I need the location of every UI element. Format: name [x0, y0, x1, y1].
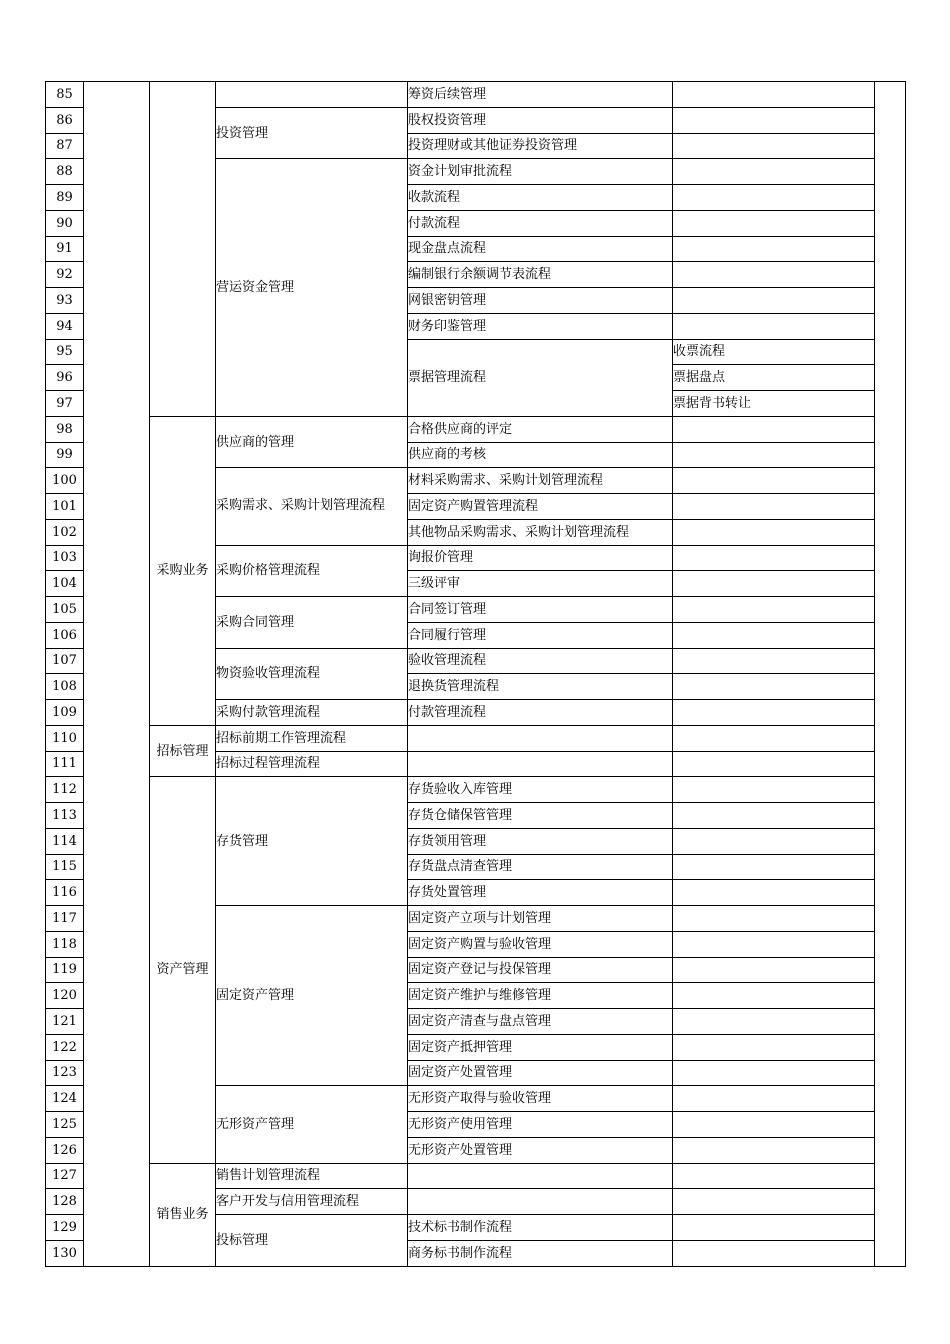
process-cell: 招标前期工作管理流程	[216, 725, 408, 751]
detail-cell	[673, 854, 875, 880]
subprocess-cell: 固定资产购置管理流程	[408, 494, 673, 520]
subprocess-cell: 固定资产购置与验收管理	[408, 931, 673, 957]
detail-cell	[673, 1163, 875, 1189]
subprocess-cell: 技术标书制作流程	[408, 1215, 673, 1241]
row-number: 121	[46, 1009, 84, 1035]
process-cell: 销售计划管理流程	[216, 1163, 408, 1189]
subprocess-cell: 编制银行余额调节表流程	[408, 262, 673, 288]
subprocess-cell: 网银密钥管理	[408, 288, 673, 314]
row-number: 120	[46, 983, 84, 1009]
row-number: 107	[46, 648, 84, 674]
detail-cell	[673, 906, 875, 932]
category-cell: 采购业务	[150, 416, 216, 725]
subprocess-cell: 三级评审	[408, 571, 673, 597]
row-number: 106	[46, 622, 84, 648]
detail-cell	[673, 700, 875, 726]
row-number: 92	[46, 262, 84, 288]
detail-cell	[673, 1189, 875, 1215]
detail-cell	[673, 648, 875, 674]
row-number: 86	[46, 107, 84, 133]
row-number: 102	[46, 519, 84, 545]
row-number: 114	[46, 828, 84, 854]
subprocess-cell: 供应商的考核	[408, 442, 673, 468]
subprocess-cell: 合格供应商的评定	[408, 416, 673, 442]
detail-cell	[673, 1086, 875, 1112]
detail-cell	[673, 82, 875, 108]
row-number: 105	[46, 597, 84, 623]
row-number: 103	[46, 545, 84, 571]
row-number: 124	[46, 1086, 84, 1112]
detail-cell	[673, 828, 875, 854]
detail-cell	[673, 1240, 875, 1266]
subprocess-cell: 投资理财或其他证券投资管理	[408, 133, 673, 159]
process-cell: 采购需求、采购计划管理流程	[216, 468, 408, 545]
row-number: 88	[46, 159, 84, 185]
subprocess-cell: 无形资产使用管理	[408, 1112, 673, 1138]
row-number: 98	[46, 416, 84, 442]
row-number: 104	[46, 571, 84, 597]
row-number: 109	[46, 700, 84, 726]
detail-cell	[673, 313, 875, 339]
subprocess-cell: 付款管理流程	[408, 700, 673, 726]
row-number: 89	[46, 185, 84, 211]
subprocess-cell	[408, 725, 673, 751]
detail-cell: 票据背书转让	[673, 391, 875, 417]
row-number: 108	[46, 674, 84, 700]
detail-cell	[673, 983, 875, 1009]
detail-cell	[673, 288, 875, 314]
row-number: 95	[46, 339, 84, 365]
subprocess-cell: 其他物品采购需求、采购计划管理流程	[408, 519, 673, 545]
detail-cell	[673, 236, 875, 262]
row-number: 97	[46, 391, 84, 417]
empty-cell	[875, 82, 906, 1267]
detail-cell	[673, 674, 875, 700]
detail-cell	[673, 1215, 875, 1241]
subprocess-cell: 存货领用管理	[408, 828, 673, 854]
row-number: 112	[46, 777, 84, 803]
subprocess-cell: 询报价管理	[408, 545, 673, 571]
subprocess-cell: 固定资产处置管理	[408, 1060, 673, 1086]
detail-cell	[673, 622, 875, 648]
detail-cell	[673, 416, 875, 442]
subprocess-cell: 付款流程	[408, 210, 673, 236]
subprocess-cell	[408, 751, 673, 777]
subprocess-cell: 无形资产取得与验收管理	[408, 1086, 673, 1112]
detail-cell	[673, 777, 875, 803]
process-cell: 物资验收管理流程	[216, 648, 408, 700]
row-number: 91	[46, 236, 84, 262]
detail-cell	[673, 931, 875, 957]
detail-cell	[673, 1137, 875, 1163]
subprocess-cell: 固定资产登记与投保管理	[408, 957, 673, 983]
subprocess-cell: 资金计划审批流程	[408, 159, 673, 185]
subprocess-cell: 退换货管理流程	[408, 674, 673, 700]
detail-cell	[673, 159, 875, 185]
row-number: 100	[46, 468, 84, 494]
row-number: 85	[46, 82, 84, 108]
detail-cell	[673, 1112, 875, 1138]
detail-cell	[673, 442, 875, 468]
category-cell	[150, 82, 216, 417]
subprocess-cell: 材料采购需求、采购计划管理流程	[408, 468, 673, 494]
process-cell: 存货管理	[216, 777, 408, 906]
subprocess-cell: 存货验收入库管理	[408, 777, 673, 803]
detail-cell	[673, 262, 875, 288]
row-number: 101	[46, 494, 84, 520]
subprocess-cell: 固定资产抵押管理	[408, 1034, 673, 1060]
subprocess-cell: 财务印鉴管理	[408, 313, 673, 339]
detail-cell	[673, 107, 875, 133]
detail-cell	[673, 751, 875, 777]
process-cell: 投标管理	[216, 1215, 408, 1267]
row-number: 118	[46, 931, 84, 957]
process-cell: 固定资产管理	[216, 906, 408, 1086]
detail-cell	[673, 1034, 875, 1060]
subprocess-cell: 存货仓储保管管理	[408, 803, 673, 829]
row-number: 111	[46, 751, 84, 777]
process-cell: 采购付款管理流程	[216, 700, 408, 726]
table-row	[46, 416, 906, 442]
process-cell: 采购价格管理流程	[216, 545, 408, 597]
detail-cell: 收票流程	[673, 339, 875, 365]
table-row	[46, 725, 906, 751]
detail-cell	[673, 597, 875, 623]
detail-cell	[673, 1060, 875, 1086]
subprocess-cell	[408, 1189, 673, 1215]
detail-cell	[673, 880, 875, 906]
detail-cell	[673, 494, 875, 520]
detail-cell	[673, 571, 875, 597]
detail-cell	[673, 957, 875, 983]
process-cell: 招标过程管理流程	[216, 751, 408, 777]
row-number: 117	[46, 906, 84, 932]
row-number: 90	[46, 210, 84, 236]
empty-cell	[84, 82, 150, 1267]
detail-cell	[673, 519, 875, 545]
row-number: 110	[46, 725, 84, 751]
process-cell: 无形资产管理	[216, 1086, 408, 1163]
detail-cell	[673, 468, 875, 494]
process-cell: 客户开发与信用管理流程	[216, 1189, 408, 1215]
detail-cell	[673, 210, 875, 236]
row-number: 99	[46, 442, 84, 468]
row-number: 94	[46, 313, 84, 339]
row-number: 119	[46, 957, 84, 983]
row-number: 122	[46, 1034, 84, 1060]
row-number: 115	[46, 854, 84, 880]
process-cell: 营运资金管理	[216, 159, 408, 417]
subprocess-cell: 合同签订管理	[408, 597, 673, 623]
row-number: 128	[46, 1189, 84, 1215]
subprocess-cell: 收款流程	[408, 185, 673, 211]
table-row	[46, 1163, 906, 1189]
subprocess-cell	[408, 1163, 673, 1189]
table-row	[46, 82, 906, 108]
process-cell: 供应商的管理	[216, 416, 408, 468]
subprocess-cell: 固定资产维护与维修管理	[408, 983, 673, 1009]
category-cell: 招标管理	[150, 725, 216, 777]
subprocess-cell: 固定资产清查与盘点管理	[408, 1009, 673, 1035]
subprocess-cell: 存货处置管理	[408, 880, 673, 906]
row-number: 127	[46, 1163, 84, 1189]
category-cell: 销售业务	[150, 1163, 216, 1266]
row-number: 96	[46, 365, 84, 391]
row-number: 87	[46, 133, 84, 159]
subprocess-cell: 合同履行管理	[408, 622, 673, 648]
subprocess-cell: 验收管理流程	[408, 648, 673, 674]
subprocess-cell: 商务标书制作流程	[408, 1240, 673, 1266]
subprocess-cell: 无形资产处置管理	[408, 1137, 673, 1163]
detail-cell	[673, 803, 875, 829]
category-cell: 资产管理	[150, 777, 216, 1163]
table-row	[46, 777, 906, 803]
subprocess-cell: 票据管理流程	[408, 339, 673, 416]
row-number: 113	[46, 803, 84, 829]
row-number: 126	[46, 1137, 84, 1163]
detail-cell	[673, 133, 875, 159]
subprocess-cell: 筹资后续管理	[408, 82, 673, 108]
process-list-table	[45, 81, 906, 1267]
detail-cell	[673, 185, 875, 211]
subprocess-cell: 固定资产立项与计划管理	[408, 906, 673, 932]
process-cell	[216, 82, 408, 108]
row-number: 93	[46, 288, 84, 314]
row-number: 130	[46, 1240, 84, 1266]
detail-cell: 票据盘点	[673, 365, 875, 391]
process-cell: 采购合同管理	[216, 597, 408, 649]
subprocess-cell: 现金盘点流程	[408, 236, 673, 262]
row-number: 129	[46, 1215, 84, 1241]
process-cell: 投资管理	[216, 107, 408, 159]
row-number: 116	[46, 880, 84, 906]
subprocess-cell: 存货盘点清查管理	[408, 854, 673, 880]
detail-cell	[673, 545, 875, 571]
subprocess-cell: 股权投资管理	[408, 107, 673, 133]
row-number: 125	[46, 1112, 84, 1138]
row-number: 123	[46, 1060, 84, 1086]
detail-cell	[673, 1009, 875, 1035]
detail-cell	[673, 725, 875, 751]
